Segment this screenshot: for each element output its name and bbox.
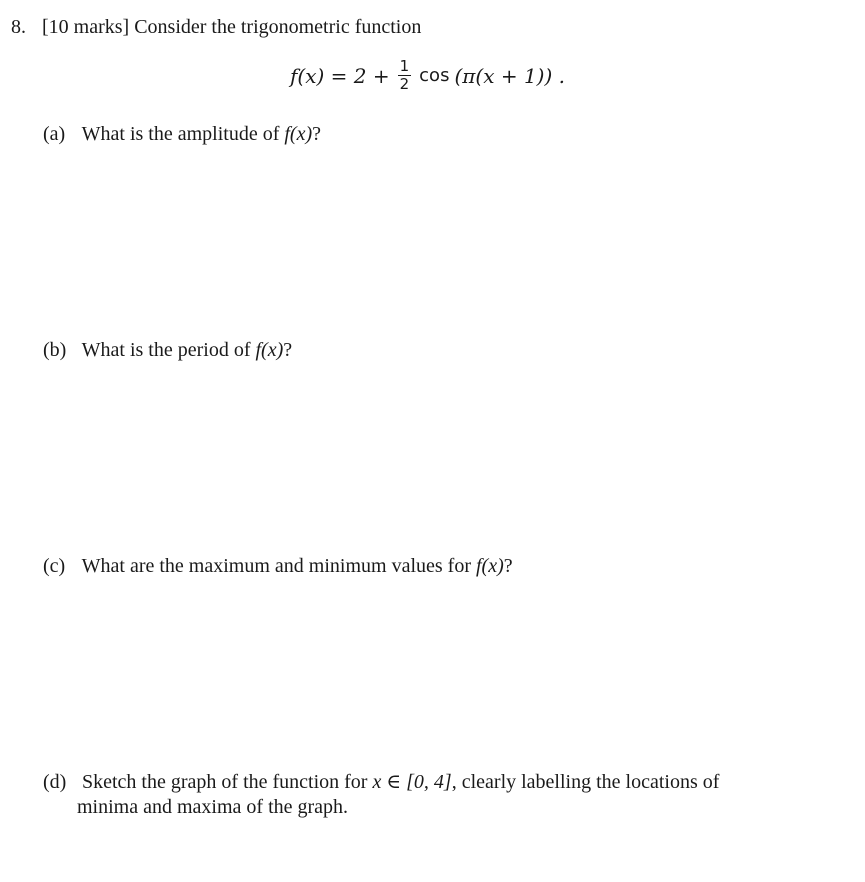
part-b-text: What is the period of xyxy=(81,339,251,361)
function-equation xyxy=(290,58,565,104)
part-b-post: ? xyxy=(283,339,293,361)
part-d-text: Sketch the graph of the function for xyxy=(82,771,368,793)
question-intro: Consider the trigonometric function xyxy=(134,16,422,38)
part-a-label: (a) xyxy=(43,123,66,145)
part-c-expr: f(x) xyxy=(475,555,504,577)
part-a xyxy=(43,122,321,146)
question-marks: [10 marks] xyxy=(42,16,130,38)
part-d-expr: x ∈ [0, 4] xyxy=(372,771,452,793)
equation-fraction xyxy=(398,58,412,93)
part-c-label: (c) xyxy=(43,555,66,577)
fraction-denominator: 2 xyxy=(399,75,410,93)
part-b-expr: f(x) xyxy=(255,339,284,361)
part-c-text: What are the maximum and minimum values for xyxy=(81,555,471,577)
question-header xyxy=(11,15,421,39)
part-a-post: ? xyxy=(312,123,322,145)
part-c-post: ? xyxy=(503,555,513,577)
equation-lhs: f(x) = 2 + xyxy=(290,63,390,88)
fraction-numerator: 1 xyxy=(399,57,410,75)
part-a-text: What is the amplitude of xyxy=(81,123,280,145)
equation-cos: cos xyxy=(419,65,450,86)
part-a-expr: f(x) xyxy=(284,123,313,145)
equation-argument: (π(x + 1)) . xyxy=(454,63,565,88)
part-d-line2: minima and maxima of the graph. xyxy=(77,796,349,818)
part-d-label: (d) xyxy=(43,771,67,793)
part-b xyxy=(43,338,292,362)
part-d xyxy=(43,770,719,794)
part-c xyxy=(43,554,513,578)
question-number: 8. xyxy=(11,16,26,38)
part-d-text-end: , clearly labelling the locations of xyxy=(451,771,720,793)
part-b-label: (b) xyxy=(43,339,67,361)
